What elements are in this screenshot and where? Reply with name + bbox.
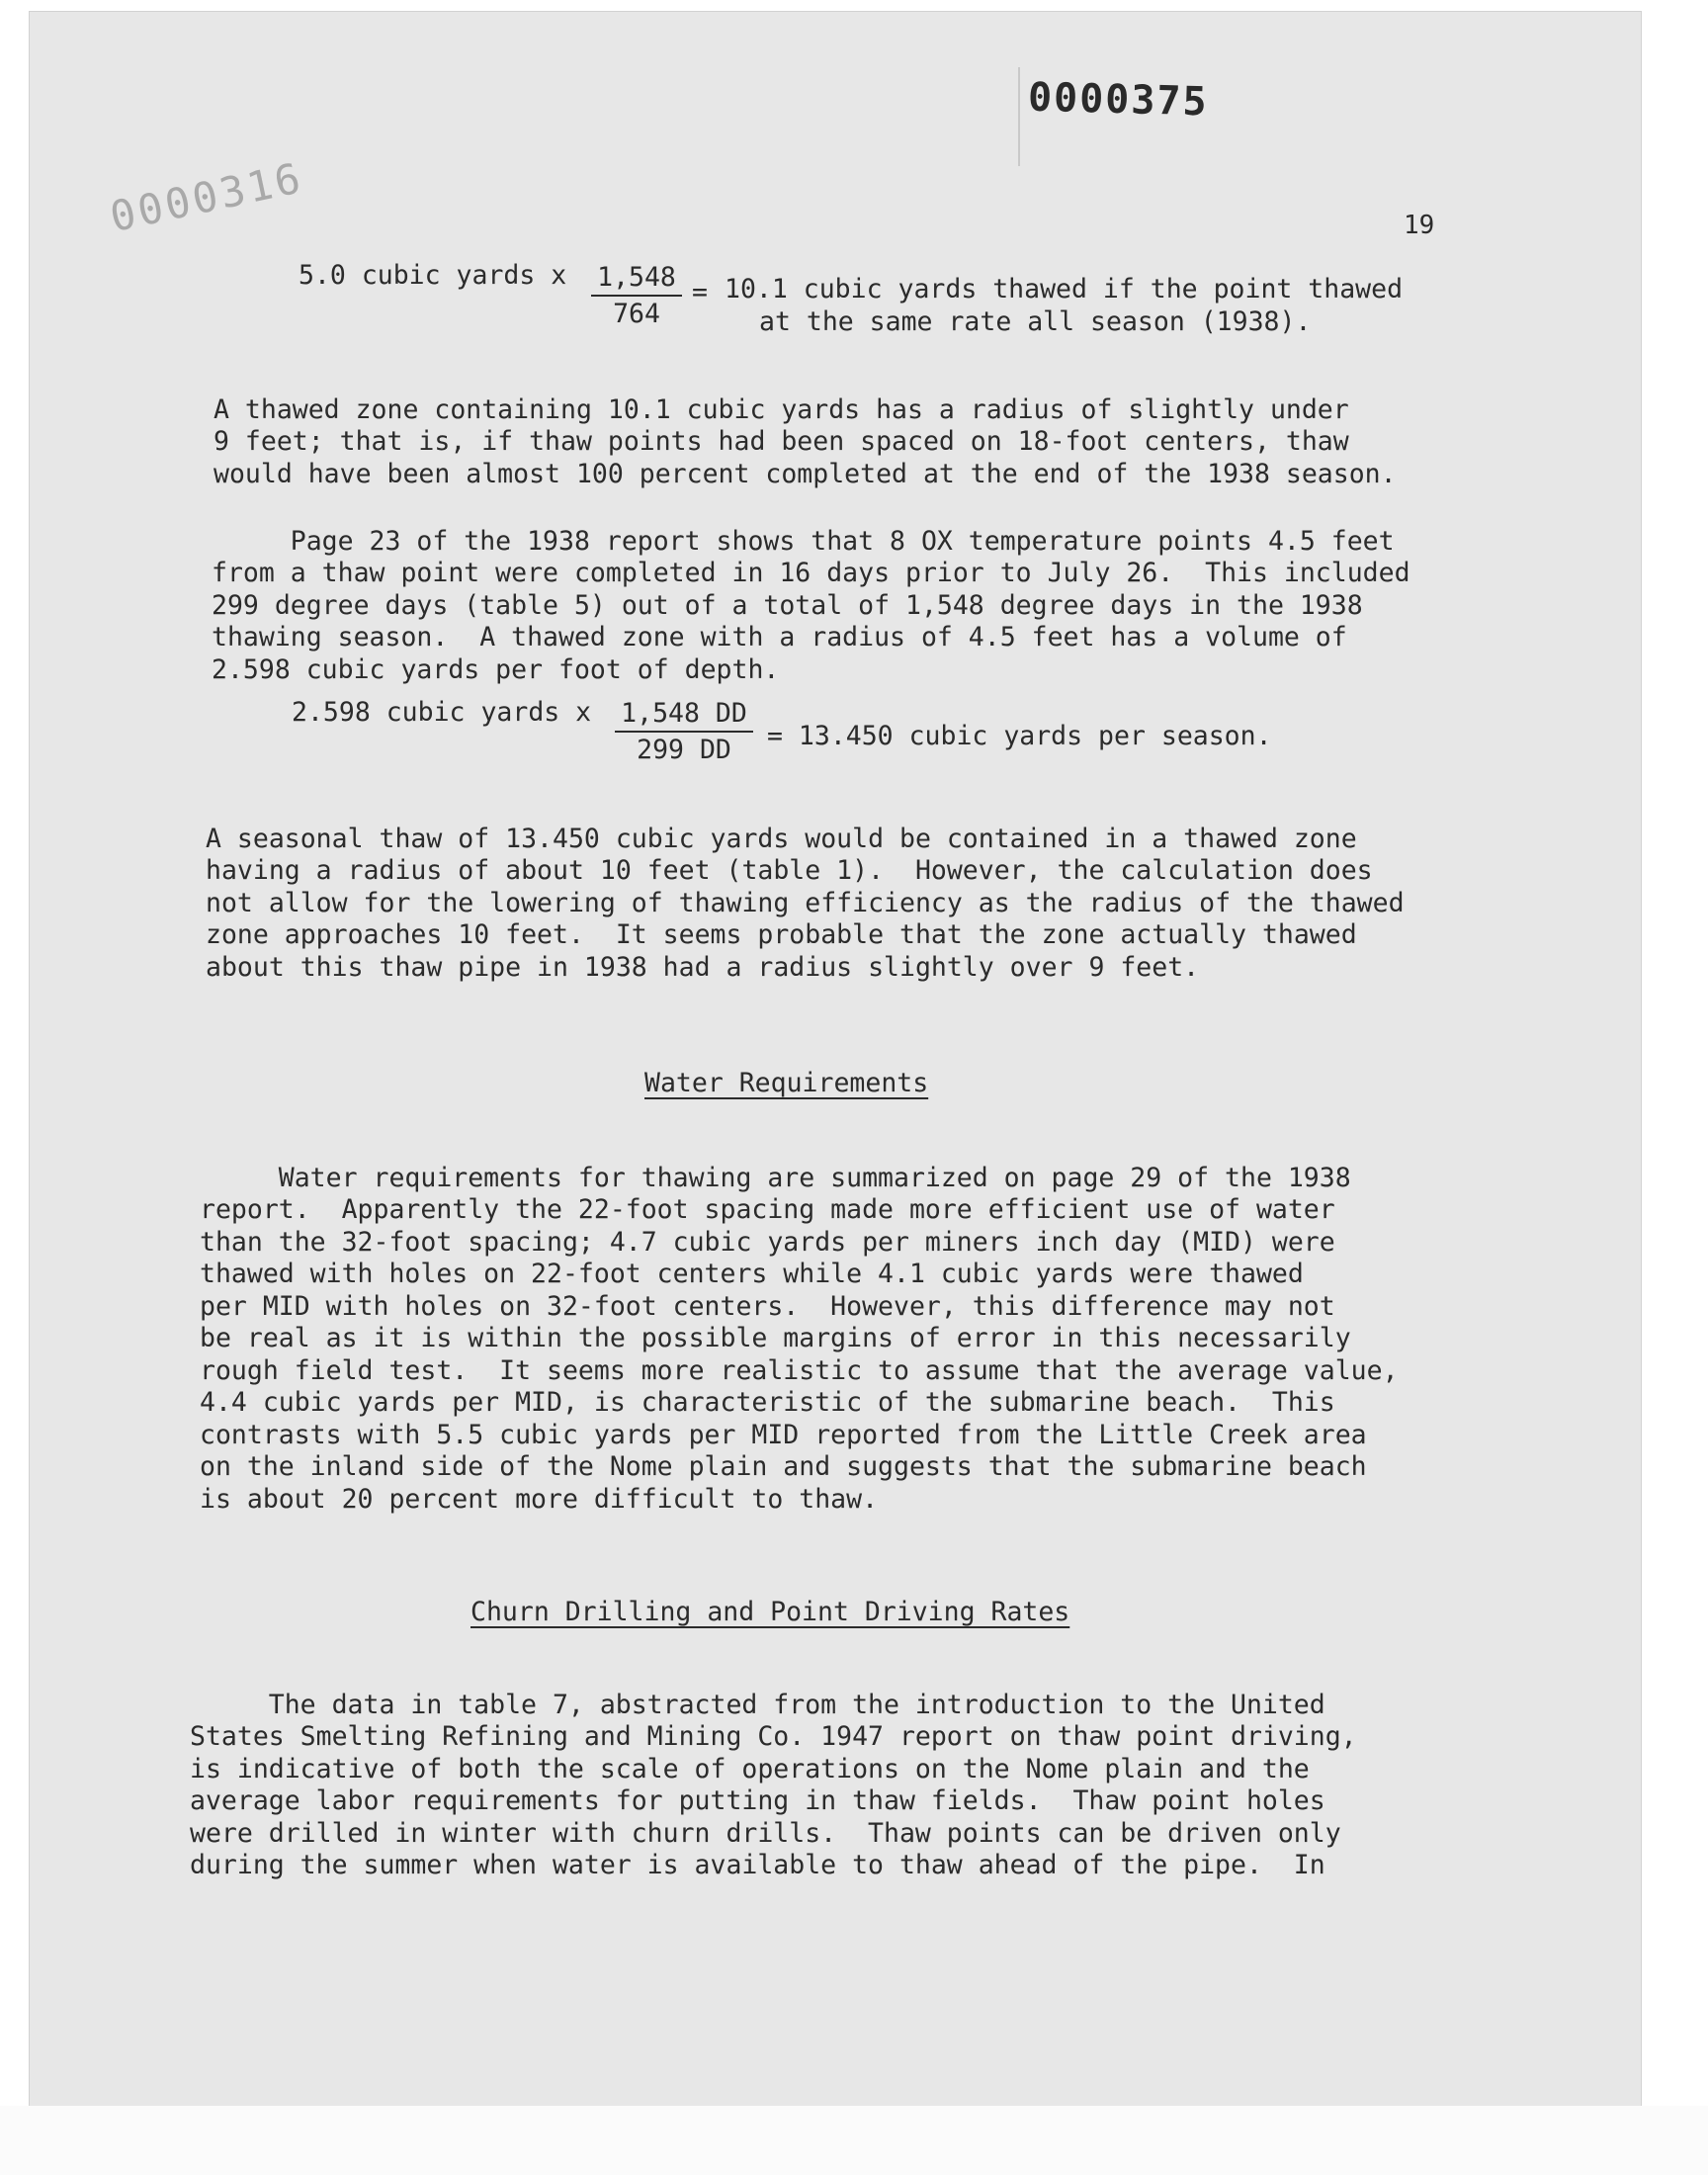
page-margin — [0, 2106, 1708, 2175]
equation2-lead: 2.598 cubic yards x — [292, 697, 592, 728]
equation1-lead: 5.0 cubic yards x — [299, 260, 567, 291]
equation1-equals: = — [692, 277, 708, 307]
equation2-denominator: 299 DD — [637, 735, 731, 765]
text-line: rough field test. It seems more realistic to assume that the average value, — [200, 1354, 1399, 1386]
text-line: A seasonal thaw of 13.450 cubic yards would be contained in a thawed zone — [206, 823, 1357, 854]
equation2-numerator: 1,548 DD — [615, 698, 753, 733]
text-line: would have been almost 100 percent completed at the end of the 1938 season. — [214, 458, 1397, 489]
paragraph-thawed-zone — [214, 362, 1397, 490]
equation2-fraction — [615, 698, 753, 765]
text-line: report. Apparently the 22-foot spacing made more efficient use of water — [200, 1194, 1335, 1225]
equation1-numerator: 1,548 — [591, 262, 682, 297]
text-line: A thawed zone containing 10.1 cubic yards has a radius of slightly under — [214, 393, 1349, 425]
text-line: is indicative of both the scale of operations on the Nome plain and the — [190, 1753, 1310, 1784]
text-line: average labor requirements for putting in thaw fields. Thaw point holes — [190, 1785, 1325, 1816]
text-line: having a radius of about 10 feet (table 1). However, the calculation does — [206, 855, 1373, 886]
faint-reversed-stamp: 0000316 — [106, 152, 307, 242]
document-number-stamp: 0000375 — [1027, 74, 1210, 126]
paragraph-water-requirements — [200, 1130, 1399, 1516]
paragraph-churn-drilling — [190, 1657, 1357, 1882]
text-line: per MID with holes on 32-foot centers. However, this difference may not — [200, 1290, 1335, 1322]
text-line: 299 degree days (table 5) out of a total of 1,548 degree days in the 1938 — [212, 589, 1363, 621]
stamp-divider — [1018, 67, 1020, 166]
text-line: not allow for the lowering of thawing efficiency as the radius of the thawed — [206, 887, 1405, 918]
text-line: is about 20 percent more difficult to thaw. — [200, 1483, 879, 1515]
page-number: 19 — [1404, 211, 1435, 240]
text-line: 4.4 cubic yards per MID, is characteristic of the submarine beach. This — [200, 1387, 1335, 1418]
text-line: on the inland side of the Nome plain and suggests that the submarine beach — [200, 1451, 1367, 1482]
text-line: thawing season. A thawed zone with a radius of 4.5 feet has a volume of — [212, 622, 1347, 652]
text-line: be real as it is within the possible margins of error in this necessarily — [200, 1323, 1351, 1353]
text-line: than the 32-foot spacing; 4.7 cubic yards per miners inch day (MID) were — [200, 1226, 1335, 1258]
equation2-result: = 13.450 cubic yards per season. — [767, 721, 1272, 751]
text-line: from a thaw point were completed in 16 days prior to July 26. This included — [212, 558, 1410, 588]
equation1-result-line2: at the same rate all season (1938). — [759, 306, 1312, 337]
equation1-fraction — [591, 262, 682, 329]
text-line: thawed with holes on 22-foot centers while 4.1 cubic yards were thawed — [200, 1259, 1304, 1289]
text-line: Page 23 of the 1938 report shows that 8 OX temperature points 4.5 feet — [212, 525, 1395, 557]
text-line: during the summer when water is available to thaw ahead of the pipe. In — [190, 1850, 1325, 1880]
paragraph-seasonal-thaw — [206, 791, 1405, 984]
paragraph-page23 — [212, 493, 1410, 686]
text-line: 2.598 cubic yards per foot of depth. — [212, 653, 780, 685]
text-line: were drilled in winter with churn drills. Thaw points can be driven only — [190, 1817, 1341, 1849]
text-line: contrasts with 5.5 cubic yards per MID reported from the Little Creek area — [200, 1419, 1367, 1450]
text-line: The data in table 7, abstracted from the introduction to the United — [190, 1689, 1325, 1720]
equation1-result-line1: 10.1 cubic yards thawed if the point thawed — [725, 274, 1404, 304]
text-line: zone approaches 10 feet. It seems probable that the zone actually thawed — [206, 919, 1357, 950]
text-line: Water requirements for thawing are summarized on page 29 of the 1938 — [200, 1162, 1351, 1193]
heading-water-requirements: Water Requirements — [644, 1068, 929, 1098]
heading-churn-drilling: Churn Drilling and Point Driving Rates — [470, 1597, 1070, 1627]
text-line: 9 feet; that is, if thaw points had been spaced on 18-foot centers, thaw — [214, 426, 1349, 457]
text-line: about this thaw pipe in 1938 had a radius slightly over 9 feet. — [206, 951, 1200, 983]
text-line: States Smelting Refining and Mining Co. 1947 report on thaw point driving, — [190, 1721, 1357, 1752]
equation1-denominator: 764 — [613, 299, 660, 329]
